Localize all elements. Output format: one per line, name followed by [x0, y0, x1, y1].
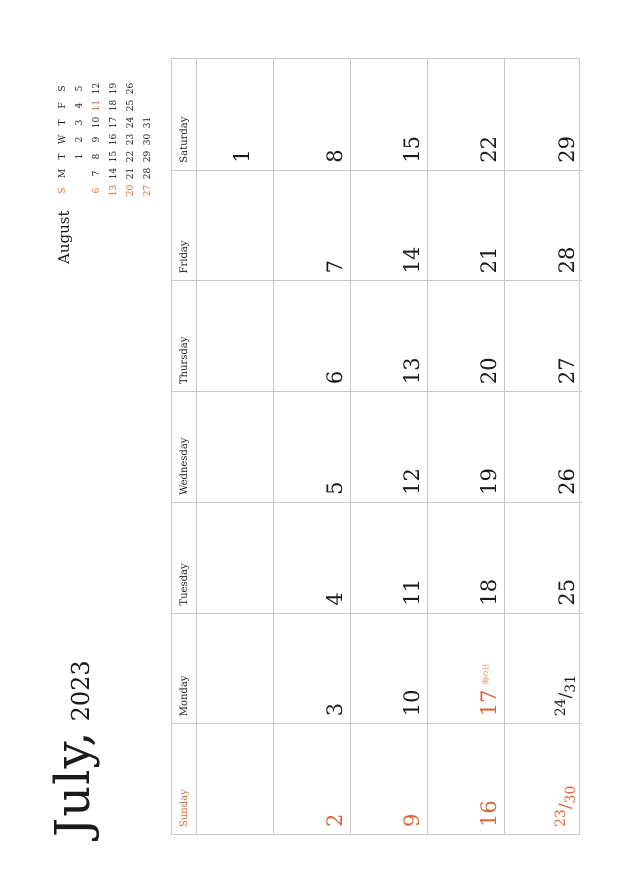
day-cell[interactable] [428, 280, 505, 391]
day-cell[interactable] [351, 502, 428, 613]
mini-day: 30 [143, 133, 153, 146]
mini-day: 28 [143, 167, 153, 180]
mini-weekday: F [58, 102, 68, 109]
day-cell[interactable] [197, 391, 274, 502]
mini-calendar-header [55, 80, 72, 199]
weekday-header-row [172, 59, 197, 834]
mini-day [140, 97, 157, 114]
day-number: 16 [477, 800, 501, 827]
day-number: 27 [555, 357, 579, 385]
day-cell[interactable] [197, 280, 274, 391]
title-year: 2023 [67, 660, 95, 722]
weekday-header-monday: Monday [172, 613, 197, 724]
holiday-label: 海の日 [482, 663, 490, 685]
day-cell[interactable] [428, 613, 505, 724]
mini-day: 1 [75, 153, 85, 160]
mini-day: 11 [92, 99, 102, 112]
mini-day: 22 [126, 150, 136, 163]
mini-day: 13 [109, 184, 119, 197]
mini-calendar-month: August [55, 210, 73, 264]
mini-day [72, 182, 89, 199]
mini-day [140, 80, 157, 97]
mini-weekday: T [58, 153, 68, 160]
day-cell[interactable] [428, 723, 505, 834]
mini-day: 14 [109, 167, 119, 180]
day-cell[interactable] [351, 723, 428, 834]
day-number: 3 [323, 702, 347, 717]
day-number: 25 [555, 578, 579, 606]
weekday-header-tuesday: Tuesday [172, 502, 197, 613]
mini-day: 18 [109, 99, 119, 112]
day-number: 22 [477, 135, 501, 163]
day-cell[interactable] [351, 613, 428, 724]
mini-day: 6 [92, 187, 102, 194]
mini-day: 15 [109, 150, 119, 163]
mini-day: 2 [75, 136, 85, 143]
day-cell[interactable] [428, 170, 505, 281]
week-row [505, 59, 582, 834]
mini-day: 8 [92, 153, 102, 160]
day-cell[interactable] [351, 170, 428, 281]
day-cell[interactable] [274, 723, 351, 834]
mini-calendar-week [123, 80, 140, 199]
mini-day: 31 [143, 116, 153, 129]
mini-calendar-week [89, 80, 106, 199]
day-cell[interactable] [505, 59, 582, 170]
day-cell[interactable] [505, 280, 582, 391]
mini-day: 26 [126, 82, 136, 95]
mini-calendar [55, 80, 157, 199]
mini-weekday: T [58, 119, 68, 126]
day-number: 14 [400, 246, 424, 274]
mini-day: 21 [126, 167, 136, 180]
day-number: 20 [477, 357, 501, 385]
weekday-header-wednesday: Wednesday [172, 391, 197, 502]
day-cell[interactable] [505, 613, 582, 724]
mini-weekday: S [58, 85, 68, 92]
week-row [351, 59, 428, 834]
day-cell[interactable] [351, 280, 428, 391]
weekday-header-saturday: Saturday [172, 59, 197, 170]
day-cell[interactable] [274, 280, 351, 391]
weekday-header-thursday: Thursday [172, 280, 197, 391]
day-cell[interactable] [197, 170, 274, 281]
day-cell[interactable] [197, 723, 274, 834]
mini-day: 25 [126, 99, 136, 112]
mini-day: 27 [143, 184, 153, 197]
day-number: 6 [323, 370, 347, 385]
day-number: 26 [555, 468, 579, 495]
week-row [197, 59, 274, 834]
mini-calendar-week [140, 80, 157, 199]
day-cell[interactable] [197, 613, 274, 724]
mini-day: 12 [92, 82, 102, 95]
mini-day: 10 [92, 116, 102, 129]
weekday-header-sunday: Sunday [172, 723, 197, 834]
mini-day [72, 165, 89, 182]
day-cell[interactable] [274, 391, 351, 502]
day-number: 13 [400, 357, 424, 385]
mini-weekday: M [58, 168, 68, 179]
mini-weekday: S [58, 187, 68, 194]
mini-calendar-week [72, 80, 89, 199]
day-number: 19 [477, 468, 501, 495]
day-cell[interactable] [197, 59, 274, 170]
day-number: 9 [400, 813, 424, 827]
mini-day: 17 [109, 116, 119, 129]
day-cell[interactable] [274, 613, 351, 724]
day-cell[interactable] [505, 723, 582, 834]
day-cell[interactable] [197, 502, 274, 613]
day-cell[interactable] [351, 391, 428, 502]
page-title [45, 660, 101, 837]
day-number: 29 [555, 135, 579, 163]
month-grid [171, 58, 580, 835]
day-number: 7 [323, 260, 347, 274]
day-cell[interactable] [428, 502, 505, 613]
day-number: 15 [400, 135, 424, 163]
day-cell[interactable] [274, 502, 351, 613]
day-cell[interactable] [428, 391, 505, 502]
day-cell[interactable] [428, 59, 505, 170]
week-row [428, 59, 505, 834]
day-number: 11 [400, 578, 424, 606]
day-number: 2 [323, 813, 347, 827]
mini-day: 24 [126, 116, 136, 129]
day-number: 10 [400, 689, 424, 717]
day-number-combined: 24/31 [553, 674, 579, 717]
day-cell[interactable] [274, 59, 351, 170]
mini-day: 3 [75, 119, 85, 126]
day-number: 1 [230, 149, 254, 163]
week-row [274, 59, 351, 834]
mini-day: 4 [75, 102, 85, 109]
mini-day: 20 [126, 184, 136, 197]
mini-day: 23 [126, 133, 136, 146]
day-number: 21 [477, 246, 501, 274]
mini-day: 5 [75, 85, 85, 92]
mini-day: 29 [143, 150, 153, 163]
mini-day: 16 [109, 133, 119, 146]
day-cell[interactable] [505, 502, 582, 613]
mini-day: 7 [92, 170, 102, 177]
mini-weekday: W [58, 134, 68, 145]
day-number: 8 [323, 149, 347, 163]
mini-calendar-week [106, 80, 123, 199]
day-number: 28 [555, 246, 579, 274]
mini-day: 9 [92, 136, 102, 143]
day-cell[interactable] [505, 170, 582, 281]
mini-day: 19 [109, 82, 119, 95]
day-number: 18 [477, 578, 501, 606]
day-cell[interactable] [351, 59, 428, 170]
day-number: 5 [323, 481, 347, 495]
day-cell[interactable] [274, 170, 351, 281]
day-cell[interactable] [505, 391, 582, 502]
day-number: $17^{海の日}$ [477, 663, 501, 717]
day-number-combined: 23/30 [553, 785, 579, 827]
weekday-header-friday: Friday [172, 170, 197, 281]
day-number: 4 [323, 592, 347, 606]
day-number: 12 [400, 468, 424, 495]
title-month: July, [45, 730, 101, 837]
